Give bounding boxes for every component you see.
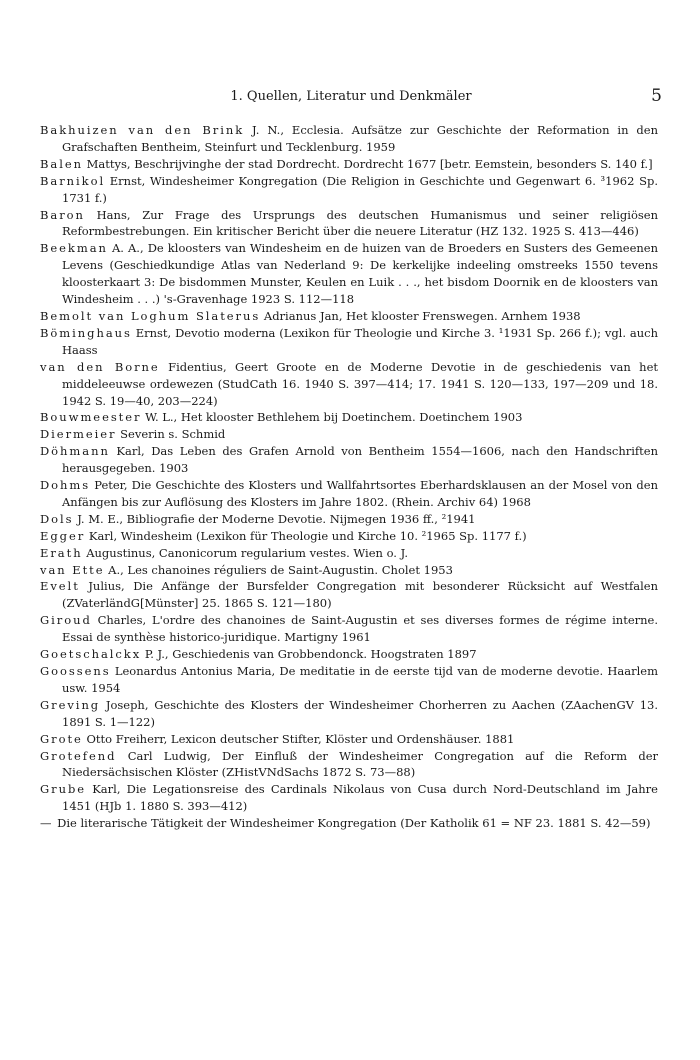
entry-text: Karl, Die Legationsreise des Cardinals Nikolaus von Cusa durch Nord-Deutschland im Jahre 1451 (HJb 1. 1880 S. 393—412): [62, 782, 658, 814]
entry-text: J. N., Ecclesia. Aufsätze zur Geschichte der Reformation in den Grafschaften Bentheim, Steinfurt und Tecklenburg. 1959: [62, 123, 658, 154]
bibliography-entry: [40, 426, 658, 443]
bibliography-entry: [40, 748, 658, 782]
entry-author: Balen: [40, 156, 83, 171]
entry-author: Goossens: [40, 664, 111, 678]
bibliography-entry: [40, 156, 658, 173]
entry-author: Giroud: [40, 613, 92, 628]
entry-text: Ernst, Windesheimer Kongregation (Die Religion in Geschichte und Gegenwart 6. ³1962 Sp. 1731 f.): [62, 173, 658, 205]
entry-text: Ernst, Devotio moderna (Lexikon für Theologie und Kirche 3. ¹1931 Sp. 266 f.); vgl. auch Haass: [62, 325, 658, 357]
entry-author: Barnikol: [40, 173, 106, 188]
entry-text: Adrianus Jan, Het klooster Frenswegen. Arnhem 1938: [260, 308, 581, 323]
entry-author: Grote: [40, 731, 83, 746]
bibliography-entry: [40, 578, 658, 612]
bibliography-entry: [40, 562, 658, 579]
entry-text: Fidentius, Geert Groote en de Moderne Devotie in de geschiedenis van het middeleeuwse ordewezen (StudCath 16. 1940 S. 397—414; 17. 1941 S. 120—133, 197—209 und 18. 1942 S. 19—40, 203—224): [62, 359, 659, 408]
entry-text: P. J., Geschiedenis van Grobbendonck. Hoogstraten 1897: [141, 647, 477, 662]
bibliography-entry: [40, 731, 658, 748]
entry-author: van Ette: [40, 562, 105, 577]
entry-author: Bouwmeester: [40, 410, 142, 425]
running-head: 1. Quellen, Literatur und Denkmäler: [230, 89, 472, 104]
entry-author: Egger: [40, 528, 86, 543]
entry-author: —: [40, 816, 54, 831]
entry-author: Goetschalckx: [40, 647, 142, 662]
bibliography-entry: [40, 663, 658, 697]
entry-author: Evelt: [40, 579, 80, 594]
bibliography-entry: [40, 207, 658, 241]
entry-author: Grube: [40, 782, 87, 797]
entry-text: Charles, L'ordre des chanoines de Saint-Augustin et ses diverses formes de régime interne. Essai de synthèse historico-juridique. Martigny 1961: [62, 613, 658, 645]
bibliography-list: [40, 122, 658, 832]
entry-text: Die literarische Tätigkeit der Windesheimer Kongregation (Der Katholik 61 = NF 23. 1881 S. 42—59): [53, 816, 651, 831]
bibliography-entry: [40, 325, 658, 359]
entry-text: Peter, Die Geschichte des Klosters und Wallfahrtsortes Eberhardsklausen an der Mosel von den Anfängen bis zur Auflösung des Klosters im Jahre 1802. (Rhein. Archiv 64) 1968: [62, 478, 658, 509]
bibliography-entry: [40, 122, 658, 156]
bibliography-entry: [40, 646, 658, 663]
entry-text: Karl, Windesheim (Lexikon für Theologie und Kirche 10. ²1965 Sp. 1177 f.): [85, 528, 527, 543]
bibliography-entry: [40, 409, 658, 426]
bibliography-entry: [40, 511, 658, 528]
entry-author: Dohms: [40, 478, 91, 493]
bibliography-entry: [40, 240, 658, 308]
entry-text: Julius, Die Anfänge der Bursfelder Congregation mit besonderer Rücksicht auf Westfalen (ZVaterländG[Münster] 25. 1865 S. 121—180): [62, 579, 658, 611]
entry-text: J. M. E., Bibliografie der Moderne Devotie. Nijmegen 1936 ff., ²1941: [73, 511, 476, 526]
entry-text: Augustinus, Canonicorum regularium vestes. Wien o. J.: [82, 545, 408, 560]
bibliography-entry: [40, 815, 658, 832]
page-number: 5: [651, 86, 662, 106]
entry-author: Greving: [40, 697, 101, 712]
entry-text: A. A., De kloosters van Windesheim en de huizen van de Broeders en Susters des Gemeenen Levens (Geschiedkundige Atlas van Nederland 9: De kerkelijke indeeling omstreeks 1550 tevens kloosterkaart 3: De bisdommen Munster, Keulen en Luik . . ., het bisdom Doornik en de kloosters van Windesheim . . .) 's-Gravenhage 1923 S. 112—118: [62, 241, 658, 307]
bibliography-entry: [40, 781, 658, 815]
bibliography-entry: [40, 308, 658, 325]
entry-author: Dols: [40, 511, 74, 526]
bibliography-entry: [40, 477, 658, 511]
bibliography-entry: [40, 528, 658, 545]
entry-text: A., Les chanoines réguliers de Saint-Augustin. Cholet 1953: [104, 562, 453, 577]
entry-author: Bemolt van Loghum Slaterus: [40, 308, 261, 323]
entry-text: Leonardus Antonius Maria, De meditatie in de eerste tijd van de moderne devotie. Haarlem usw. 1954: [62, 664, 658, 695]
entry-text: Mattys, Beschrijvinghe der stad Dordrecht. Dordrecht 1677 [betr. Eemstein, besonders S. 140 f.]: [82, 156, 653, 171]
bibliography-entry: [40, 612, 658, 646]
entry-text: Otto Freiherr, Lexicon deutscher Stifter, Klöster und Ordenshäuser. 1881: [82, 731, 515, 746]
page-header: [40, 86, 662, 108]
entry-text: Hans, Zur Frage des Ursprungs des deutschen Humanismus und seiner religiösen Reformbestrebungen. Ein kritischer Bericht über die neuere Literatur (HZ 132. 1925 S. 413—446): [62, 207, 658, 239]
entry-author: Erath: [40, 545, 83, 560]
entry-text: Severin s. Schmid: [116, 427, 226, 442]
entry-text: Joseph, Geschichte des Klosters der Windesheimer Chorherren zu Aachen (ZAachenGV 13. 1891 S. 1—122): [62, 697, 658, 729]
entry-author: Diermeier: [40, 427, 117, 442]
entry-text: W. L., Het klooster Bethlehem bij Doetinchem. Doetinchem 1903: [141, 410, 523, 425]
entry-author: Bakhuizen van den Brink: [40, 123, 245, 137]
bibliography-entry: [40, 545, 658, 562]
entry-text: Carl Ludwig, Der Einfluß der Windesheimer Congregation auf die Reform der Niedersächsischen Klöster (ZHistVNdSachs 1872 S. 73—88): [62, 748, 658, 780]
entry-author: Grotefend: [40, 748, 117, 763]
entry-author: van den Borne: [40, 359, 160, 374]
entry-author: Baron: [40, 207, 85, 222]
bibliography-entry: [40, 359, 658, 410]
entry-author: Beekman: [40, 241, 108, 256]
bibliography-entry: [40, 173, 658, 207]
bibliography-entry: [40, 697, 658, 731]
entry-text: Karl, Das Leben des Grafen Arnold von Bentheim 1554—1606, nach den Handschriften herausgegeben. 1903: [62, 444, 658, 476]
entry-author: Döhmann: [40, 444, 110, 459]
entry-author: Böminghaus: [40, 325, 132, 340]
bibliography-entry: [40, 443, 658, 477]
